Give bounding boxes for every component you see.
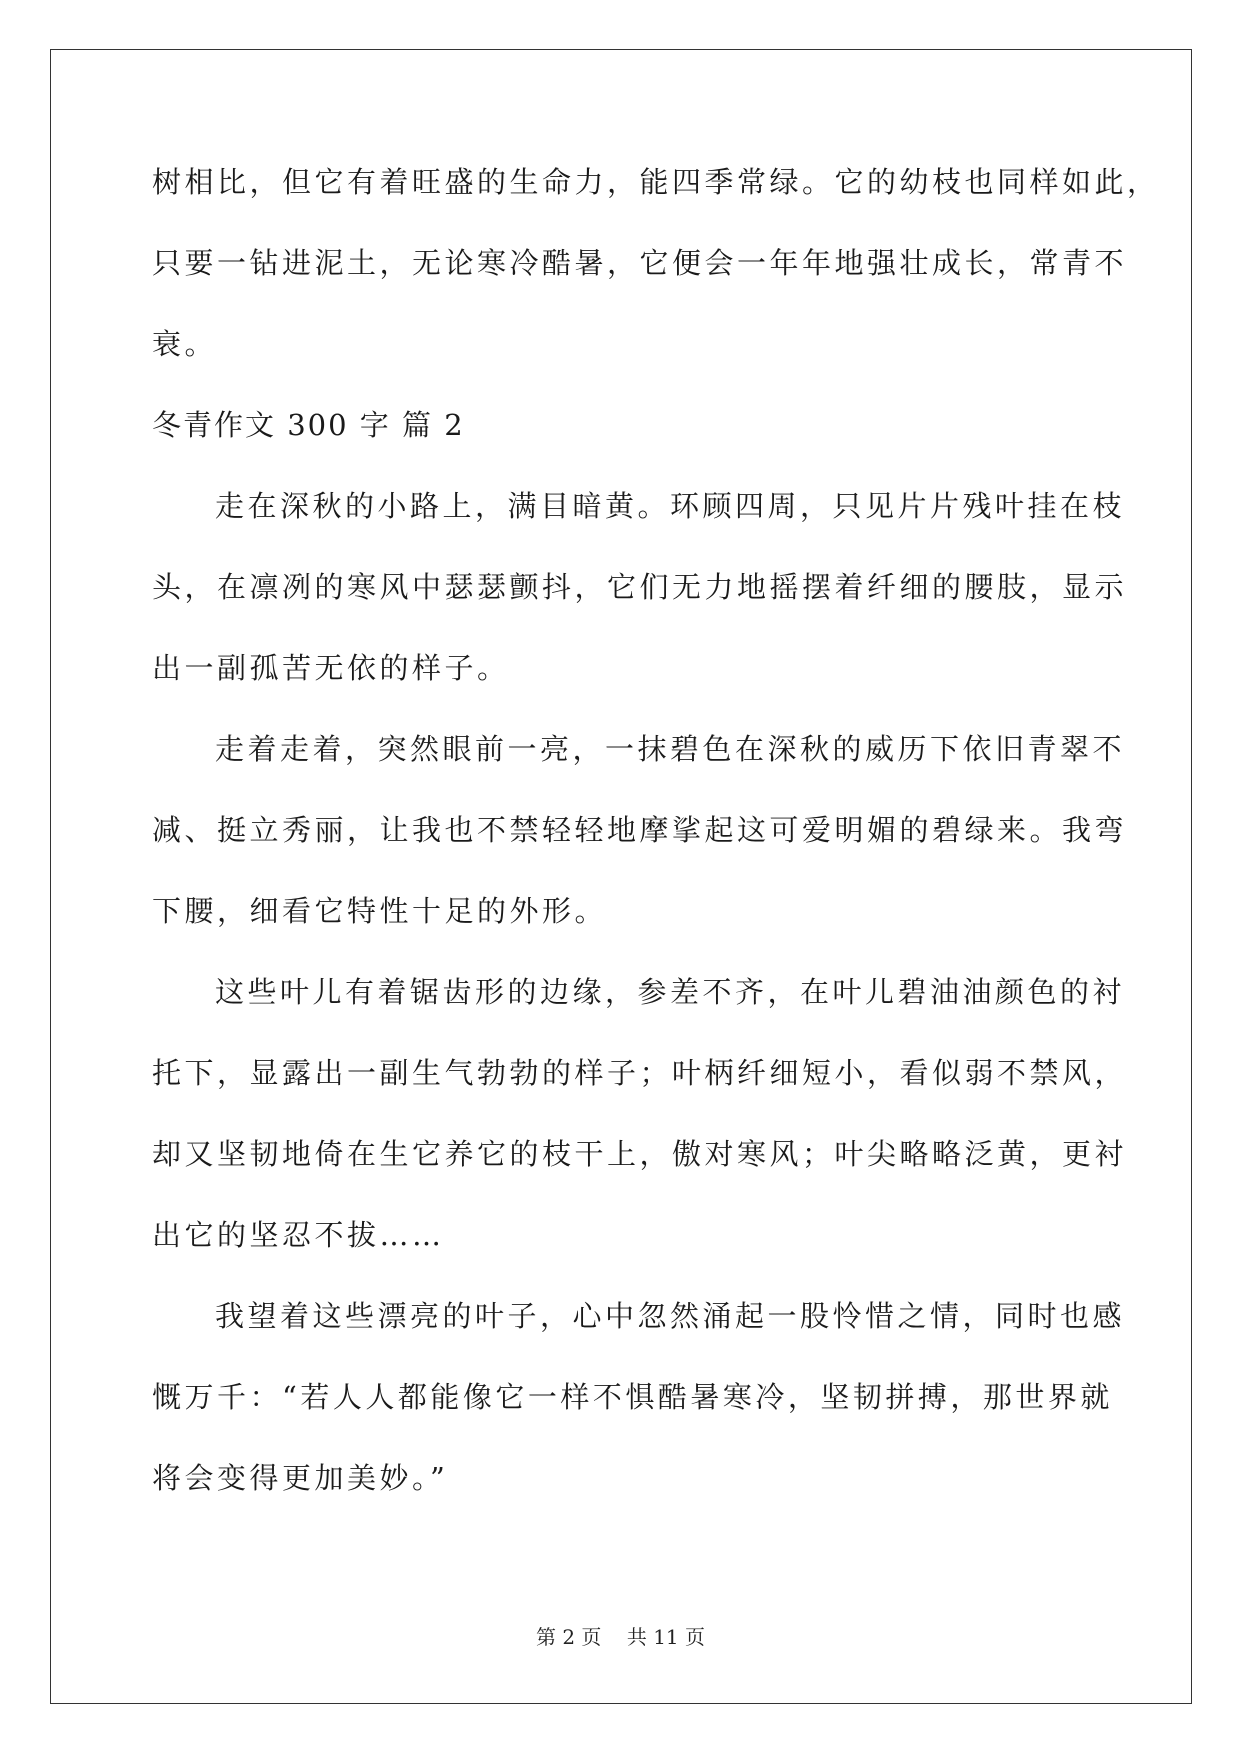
- text-line: 将会变得更加美妙。”: [152, 1461, 449, 1495]
- text-line: 托下，显露出一副生气勃勃的样子；叶柄纤细短小，看似弱不禁风，: [152, 1056, 1128, 1090]
- paragraph-first-line: 我望着这些漂亮的叶子，心中忽然涌起一股怜惜之情，同时也感: [215, 1299, 1126, 1333]
- paragraph-first-line: 这些叶儿有着锯齿形的边缘，参差不齐，在叶儿碧油油颜色的衬: [215, 975, 1126, 1009]
- text-line: 减、挺立秀丽，让我也不禁轻轻地摩挲起这可爱明媚的碧绿来。我弯: [152, 813, 1128, 847]
- text-line: 树相比，但它有着旺盛的生命力，能四季常绿。它的幼枝也同样如此，: [152, 165, 1160, 199]
- text-line: 出一副孤苦无依的样子。: [152, 651, 510, 685]
- section-heading: 冬青作文 300 字 篇 2: [152, 408, 465, 442]
- text-line: 却又坚韧地倚在生它养它的枝干上，傲对寒风；叶尖略略泛黄，更衬: [152, 1137, 1128, 1171]
- page-number-footer: 第 2 页 共 11 页: [535, 1625, 706, 1649]
- text-line: 只要一钻进泥土，无论寒冷酷暑，它便会一年年地强壮成长，常青不: [152, 246, 1128, 280]
- text-line: 出它的坚忍不拔……: [152, 1218, 445, 1252]
- paragraph-first-line: 走着走着，突然眼前一亮，一抹碧色在深秋的威历下依旧青翠不: [215, 732, 1126, 766]
- document-body: [152, 161, 1160, 1538]
- text-line: 衰。: [152, 327, 218, 361]
- text-line: 下腰，细看它特性十足的外形。: [152, 894, 608, 928]
- paragraph-first-line: 走在深秋的小路上，满目暗黄。环顾四周，只见片片残叶挂在枝: [215, 489, 1126, 523]
- text-line: 慨万千：“若人人都能像它一样不惧酷暑寒冷，坚韧拼搏，那世界就: [152, 1380, 1113, 1414]
- text-line: 头，在凛冽的寒风中瑟瑟颤抖，它们无力地摇摆着纤细的腰肢，显示: [152, 570, 1128, 604]
